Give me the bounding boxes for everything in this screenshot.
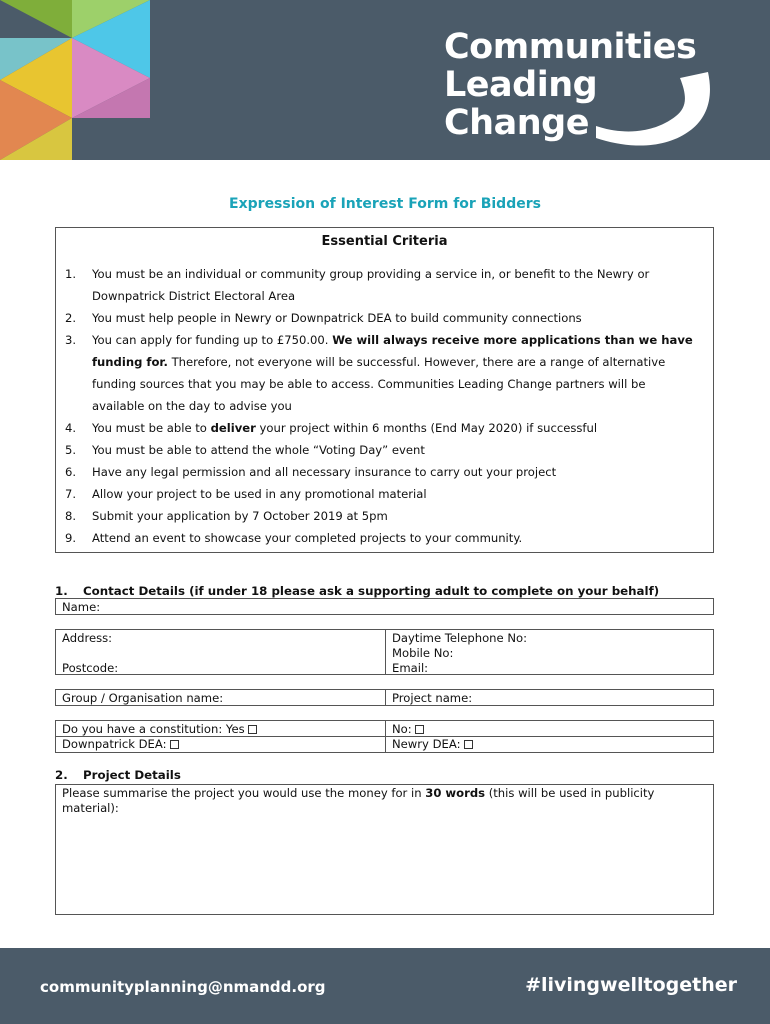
- header-banner: [0, 0, 770, 160]
- section-title: Project Details: [83, 768, 181, 782]
- constitution-no-option[interactable]: [392, 722, 707, 737]
- criteria-number: 9.: [65, 531, 77, 545]
- constitution-no-label: No:: [392, 722, 412, 736]
- criteria-number: 6.: [65, 465, 77, 479]
- logo-line: Leading: [444, 65, 598, 105]
- group-name-field[interactable]: [56, 690, 386, 705]
- constitution-label: Do you have a constitution: Yes: [62, 722, 245, 736]
- criteria-item: [56, 505, 713, 527]
- criteria-text: Attend an event to showcase your completed projects to your community.: [92, 531, 523, 545]
- project-details-heading: [55, 768, 181, 782]
- criteria-text: You must help people in Newry or Downpatrick DEA to build community connections: [92, 311, 582, 325]
- phone-email-field[interactable]: [386, 630, 713, 674]
- footer-email: communityplanning@nmandd.org: [40, 978, 326, 996]
- postcode-label: Postcode:: [62, 661, 119, 675]
- form-title: Expression of Interest Form for Bidders: [229, 196, 541, 212]
- criteria-text: Have any legal permission and all necessary insurance to carry out your project: [92, 465, 557, 479]
- criteria-item: [56, 329, 713, 417]
- criteria-number: 5.: [65, 443, 77, 457]
- project-prompt-bold: 30 words: [425, 786, 486, 800]
- criteria-number: 3.: [65, 333, 77, 347]
- constitution-yes-option[interactable]: [62, 722, 379, 737]
- contact-details-heading: [55, 584, 659, 598]
- name-field[interactable]: [55, 598, 714, 615]
- criteria-text: Submit your application by 7 October 2019 at 5pm: [92, 509, 388, 523]
- criteria-text: You must be able to: [92, 421, 211, 435]
- name-cell[interactable]: [56, 599, 713, 614]
- project-name-label: Project name:: [392, 691, 473, 705]
- criteria-text: your project within 6 months (End May 2020) if successful: [255, 421, 598, 435]
- criteria-item: [56, 483, 713, 505]
- address-field[interactable]: [56, 630, 386, 674]
- criteria-number: 2.: [65, 311, 77, 325]
- criteria-heading: Essential Criteria: [321, 234, 448, 249]
- criteria-item: [56, 527, 713, 549]
- logo-line: Communities: [444, 27, 697, 67]
- criteria-text: Therefore, not everyone will be successful. However, there are a range of alternative funding sources that you may be able to access. Communities Leading Change partners will be available on the day to advise you: [92, 355, 666, 413]
- criteria-item: [56, 439, 713, 461]
- newry-dea-checkbox[interactable]: [464, 740, 473, 749]
- section-number: 1.: [55, 584, 68, 598]
- downpatrick-dea-label: Downpatrick DEA:: [62, 737, 167, 751]
- geometric-triangles-graphic: [0, 0, 160, 160]
- email-label: Email:: [392, 661, 429, 675]
- section-title: Contact Details (if under 18 please ask a supporting adult to complete on your behalf): [83, 584, 660, 598]
- criteria-list: [56, 263, 713, 549]
- criteria-item: [56, 307, 713, 329]
- daytime-phone-label: Daytime Telephone No:: [392, 631, 528, 645]
- criteria-text-bold: We will always receive more applications than we have funding for.: [92, 333, 693, 369]
- essential-criteria-box: [55, 227, 714, 553]
- criteria-number: 8.: [65, 509, 77, 523]
- project-prompt: (this will be used in publicity material):: [62, 786, 655, 815]
- logo-line: Change: [444, 103, 589, 143]
- group-project-row: [55, 689, 714, 706]
- downpatrick-dea-checkbox[interactable]: [170, 740, 179, 749]
- criteria-text: You must be an individual or community group providing a service in, or benefit to the Newry or Downpatrick District Electoral Area: [92, 267, 650, 303]
- mobile-label: Mobile No:: [392, 646, 454, 660]
- criteria-text: Allow your project to be used in any promotional material: [92, 487, 427, 501]
- footer-hashtag: #livingwelltogether: [525, 974, 737, 996]
- project-name-field[interactable]: [386, 690, 713, 705]
- criteria-number: 4.: [65, 421, 77, 435]
- project-prompt: Please summarise the project you would use the money for in: [62, 786, 426, 800]
- group-name-label: Group / Organisation name:: [62, 691, 224, 705]
- criteria-number: 1.: [65, 267, 77, 281]
- section-number: 2.: [55, 768, 68, 782]
- address-phone-row: [55, 629, 714, 675]
- criteria-item: [56, 263, 713, 307]
- criteria-text: You must be able to attend the whole “Voting Day” event: [92, 443, 425, 457]
- footer-banner: [0, 948, 770, 1024]
- criteria-text-bold: deliver: [210, 421, 256, 435]
- criteria-item: [56, 417, 713, 439]
- criteria-text: You can apply for funding up to £750.00.: [92, 333, 333, 347]
- logo-swoosh-icon: [596, 70, 716, 150]
- newry-dea-label: Newry DEA:: [392, 737, 461, 751]
- name-label: Name:: [62, 600, 101, 614]
- constitution-dea-rows: [55, 720, 714, 753]
- criteria-item: [56, 461, 713, 483]
- project-summary-field[interactable]: [55, 784, 714, 915]
- criteria-number: 7.: [65, 487, 77, 501]
- newry-dea-option[interactable]: [392, 737, 707, 752]
- address-label: Address:: [62, 631, 113, 645]
- constitution-yes-checkbox[interactable]: [248, 725, 257, 734]
- downpatrick-dea-option[interactable]: [62, 737, 379, 752]
- constitution-no-checkbox[interactable]: [415, 725, 424, 734]
